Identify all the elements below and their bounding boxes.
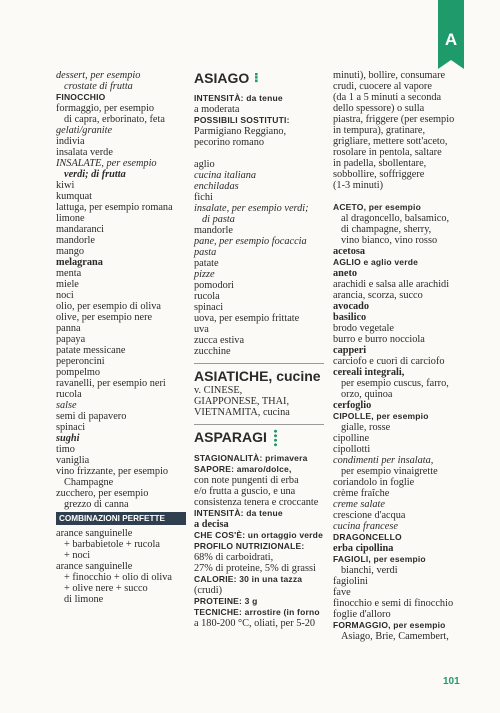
entry-line: POSSIBILI SOSTITUTI:: [194, 115, 290, 125]
entry-line: foglie d'alloro: [333, 609, 391, 620]
combination-line: + noci: [64, 550, 91, 561]
entry-line: e/o frutta a guscio, e una: [194, 486, 296, 498]
entry-line: grezzo di canna: [64, 499, 129, 510]
entry-line: zucchine: [194, 346, 231, 357]
entry-line: a 180-200 °C, oliati, per 5-20: [194, 618, 316, 630]
entry-heading-asiago: [194, 70, 326, 87]
column-1: [56, 70, 186, 605]
entry-line: uva: [194, 324, 209, 335]
entry-line: CIPOLLE, per esempio: [333, 411, 429, 421]
entry-line: a decisa: [194, 519, 229, 531]
entry-line: di pasta: [202, 214, 235, 225]
entry-line: per esempio vinaigrette: [341, 466, 438, 477]
entry-line: dello spessore) o sulla: [333, 103, 425, 114]
entry-line: avocado: [333, 301, 370, 312]
entry-line: INTENSITÀ: da tenue: [194, 93, 283, 103]
entry-line: rosolare in pentola, saltare: [333, 147, 442, 158]
entry-line: arancia, scorza, succo: [333, 290, 423, 301]
entry-line: crème fraîche: [333, 488, 390, 499]
entry-line: olive, per esempio nere: [56, 312, 153, 323]
entry-line: carciofo e cuori di carciofo: [333, 356, 445, 367]
entry-line: acetosa: [333, 246, 366, 257]
entry-line: crudi, cuocere al vapore: [333, 81, 432, 92]
entry-line: finocchio e semi di finocchio: [333, 598, 454, 609]
entry-line: kumquat: [56, 191, 93, 202]
entry-line: pasta: [194, 247, 217, 258]
entry-line: condimenti per insalata,: [333, 455, 434, 466]
combination-line: + olive nere + succo: [64, 583, 148, 594]
entry-line: a moderata: [194, 104, 240, 115]
entry-line: sughi: [56, 433, 80, 444]
entry-line: coriandolo in foglie: [333, 477, 415, 488]
entry-line: miele: [56, 279, 79, 290]
entry-line: PROTEINE: 3 g: [194, 596, 258, 607]
entry-line: salse: [56, 400, 77, 411]
entry-line: patate: [194, 258, 219, 269]
entry-line: melagrana: [56, 257, 103, 268]
entry-line: cipollotti: [333, 444, 371, 455]
entry-line: di champagne, sherry,: [341, 224, 432, 235]
entry-line: crostate di frutta: [64, 81, 133, 92]
combination-line: arance sanguinelle: [56, 528, 133, 539]
perfect-combinations-title: COMBINAZIONI PERFETTE: [56, 512, 186, 525]
entry-line: in tempura), gratinare,: [333, 125, 426, 136]
entry-line: [333, 191, 457, 202]
entry-heading-asiatiche: ASIATICHE, cucine: [194, 368, 321, 384]
entry-line: formaggio, per esempio: [56, 103, 155, 114]
entry-line: spinaci: [194, 302, 224, 313]
entry-line: FORMAGGIO, per esempio: [333, 620, 446, 630]
entry-line: per esempio cuscus, farro,: [341, 378, 449, 389]
entry-line: FAGIOLI, per esempio: [333, 554, 426, 564]
entry-line: cucina francese: [333, 521, 398, 532]
entry-line: menta: [56, 268, 82, 279]
column-2: [194, 70, 326, 629]
entry-line: sobbollire, soffriggere: [333, 169, 425, 180]
entry-line: basilico: [333, 312, 367, 323]
entry-line: spinaci: [56, 422, 86, 433]
entry-heading-asparagi: [194, 429, 326, 447]
entry-line: minuti), bollire, consumare: [333, 70, 446, 81]
entry-line: pizze: [194, 269, 215, 280]
entry-line: consistenza tenera e croccante: [194, 497, 319, 509]
entry-line: mandorle: [194, 225, 233, 236]
entry-line: pompelmo: [56, 367, 101, 378]
entry-line: patate messicane: [56, 345, 126, 356]
cross-reference-line: GIAPPONESE, THAI,: [194, 396, 290, 407]
entry-line: mandaranci: [56, 224, 105, 235]
asparagi-title: ASPARAGI: [194, 429, 267, 445]
entry-line: 68% di carboidrati,: [194, 552, 274, 564]
cross-reference-line: VIETNAMITA, cucina: [194, 407, 290, 418]
combination-line: + barbabietole + rucola: [64, 539, 160, 550]
letter-tab: [438, 0, 464, 60]
entry-line: bianchi, verdi: [341, 565, 398, 576]
combination-line: + finocchio + olio di oliva: [64, 572, 172, 583]
entry-line: fagiolini: [333, 576, 368, 587]
entry-line: insalate, per esempio verdi;: [194, 203, 309, 214]
entry-line: crescione d'acqua: [333, 510, 406, 521]
entry-line: fave: [333, 587, 351, 598]
entry-line: 27% di proteine, 5% di grassi: [194, 563, 316, 575]
entry-line: capperi: [333, 345, 367, 356]
entry-line: aneto: [333, 268, 358, 279]
entry-line: panna: [56, 323, 81, 334]
combination-line: arance sanguinelle: [56, 561, 133, 572]
entry-line: burro e burro nocciola: [333, 334, 425, 345]
entry-line: fichi: [194, 192, 213, 203]
entry-line: pane, per esempio focaccia: [194, 236, 307, 247]
entry-line: CALORIE: 30 in una tazza: [194, 574, 303, 585]
entry-line: semi di papavero: [56, 411, 127, 422]
entry-line: (1-3 minuti): [333, 180, 384, 191]
entry-line: pecorino romano: [194, 137, 265, 148]
entry-line: DRAGONCELLO: [333, 532, 402, 542]
entry-line: piastra, friggere (per esempio: [333, 114, 455, 125]
entry-line: dessert, per esempio: [56, 70, 141, 81]
entry-line: brodo vegetale: [333, 323, 394, 334]
entry-line: pomodori: [194, 280, 235, 291]
entry-line: noci: [56, 290, 74, 301]
section-divider: [194, 363, 324, 364]
entry-line: SAPORE: amaro/dolce,: [194, 464, 292, 475]
entry-line: [194, 148, 326, 159]
entry-line: in padella, sbollentare,: [333, 158, 427, 169]
entry-line: (crudi): [194, 585, 223, 597]
entry-line: enchiladas: [194, 181, 239, 192]
entry-line: limone: [56, 213, 85, 224]
entry-line: olio, per esempio di oliva: [56, 301, 161, 312]
entry-line: TECNICHE: arrostire (in forno: [194, 607, 320, 618]
entry-line: timo: [56, 444, 75, 455]
entry-line: erba cipollina: [333, 543, 394, 554]
entry-line: papaya: [56, 334, 86, 345]
entry-line: al dragoncello, balsamico,: [341, 213, 450, 224]
entry-line: aglio: [194, 159, 215, 170]
entry-line: creme salate: [333, 499, 385, 510]
entry-line: ravanelli, per esempio neri: [56, 378, 166, 389]
entry-line: vino frizzante, per esempio: [56, 466, 169, 477]
entry-line: Asiago, Brie, Camembert,: [341, 631, 449, 642]
entry-line: cerfoglio: [333, 400, 372, 411]
column-3: [333, 70, 457, 642]
entry-line: Champagne: [64, 477, 114, 488]
entry-line: Parmigiano Reggiano,: [194, 126, 287, 137]
entry-line: orzo, quinoa: [341, 389, 393, 400]
entry-line: CHE COS'È: un ortaggio verde: [194, 530, 323, 541]
entry-line: (da 1 a 5 minuti a seconda: [333, 92, 442, 103]
tab-letter: A: [444, 30, 458, 49]
entry-line: STAGIONALITÀ: primavera: [194, 453, 308, 464]
entry-line: cereali integrali,: [333, 367, 405, 378]
asiago-title: ASIAGO: [194, 70, 250, 86]
entry-line: rucola: [194, 291, 220, 302]
entry-line: cipolline: [333, 433, 370, 444]
entry-line: vino bianco, vino rosso: [341, 235, 438, 246]
intensity-dots-icon: ⠇: [253, 71, 264, 86]
entry-line: AGLIO e aglio verde: [333, 257, 419, 267]
section-divider: [194, 424, 324, 425]
entry-line: peperoncini: [56, 356, 105, 367]
page-number: 101: [443, 676, 460, 687]
entry-line: rucola: [56, 389, 82, 400]
entry-line: cucina italiana: [194, 170, 257, 181]
entry-line: FINOCCHIO: [56, 92, 106, 102]
entry-line: lattuga, per esempio romana: [56, 202, 173, 213]
entry-line: mango: [56, 246, 85, 257]
entry-line: uova, per esempio frittate: [194, 313, 300, 324]
entry-line: INTENSITÀ: da tenue: [194, 508, 283, 519]
entry-line: kiwi: [56, 180, 75, 191]
entry-line: vaniglia: [56, 455, 90, 466]
entry-line: di capra, erborinato, feta: [64, 114, 165, 125]
entry-line: INSALATE, per esempio: [56, 158, 157, 169]
entry-line: gialle, rosse: [341, 422, 391, 433]
entry-line: PROFILO NUTRIZIONALE:: [194, 541, 305, 552]
entry-line: grigliare, mettere sott'aceto,: [333, 136, 448, 147]
entry-line: arachidi e salsa alle arachidi: [333, 279, 450, 290]
entry-line: gelati/granite: [56, 125, 113, 136]
entry-line: mandorle: [56, 235, 95, 246]
intensity-dots-icon: [273, 429, 278, 447]
entry-line: ACETO, per esempio: [333, 202, 421, 212]
entry-line: zucchero, per esempio: [56, 488, 149, 499]
entry-line: insalata verde: [56, 147, 113, 158]
entry-line: verdi; di frutta: [64, 169, 126, 180]
combination-line: di limone: [64, 594, 104, 605]
entry-line: con note pungenti di erba: [194, 475, 299, 487]
entry-line: indivia: [56, 136, 85, 147]
entry-line: zucca estiva: [194, 335, 245, 346]
cross-reference-line: v. CINESE,: [194, 385, 243, 396]
